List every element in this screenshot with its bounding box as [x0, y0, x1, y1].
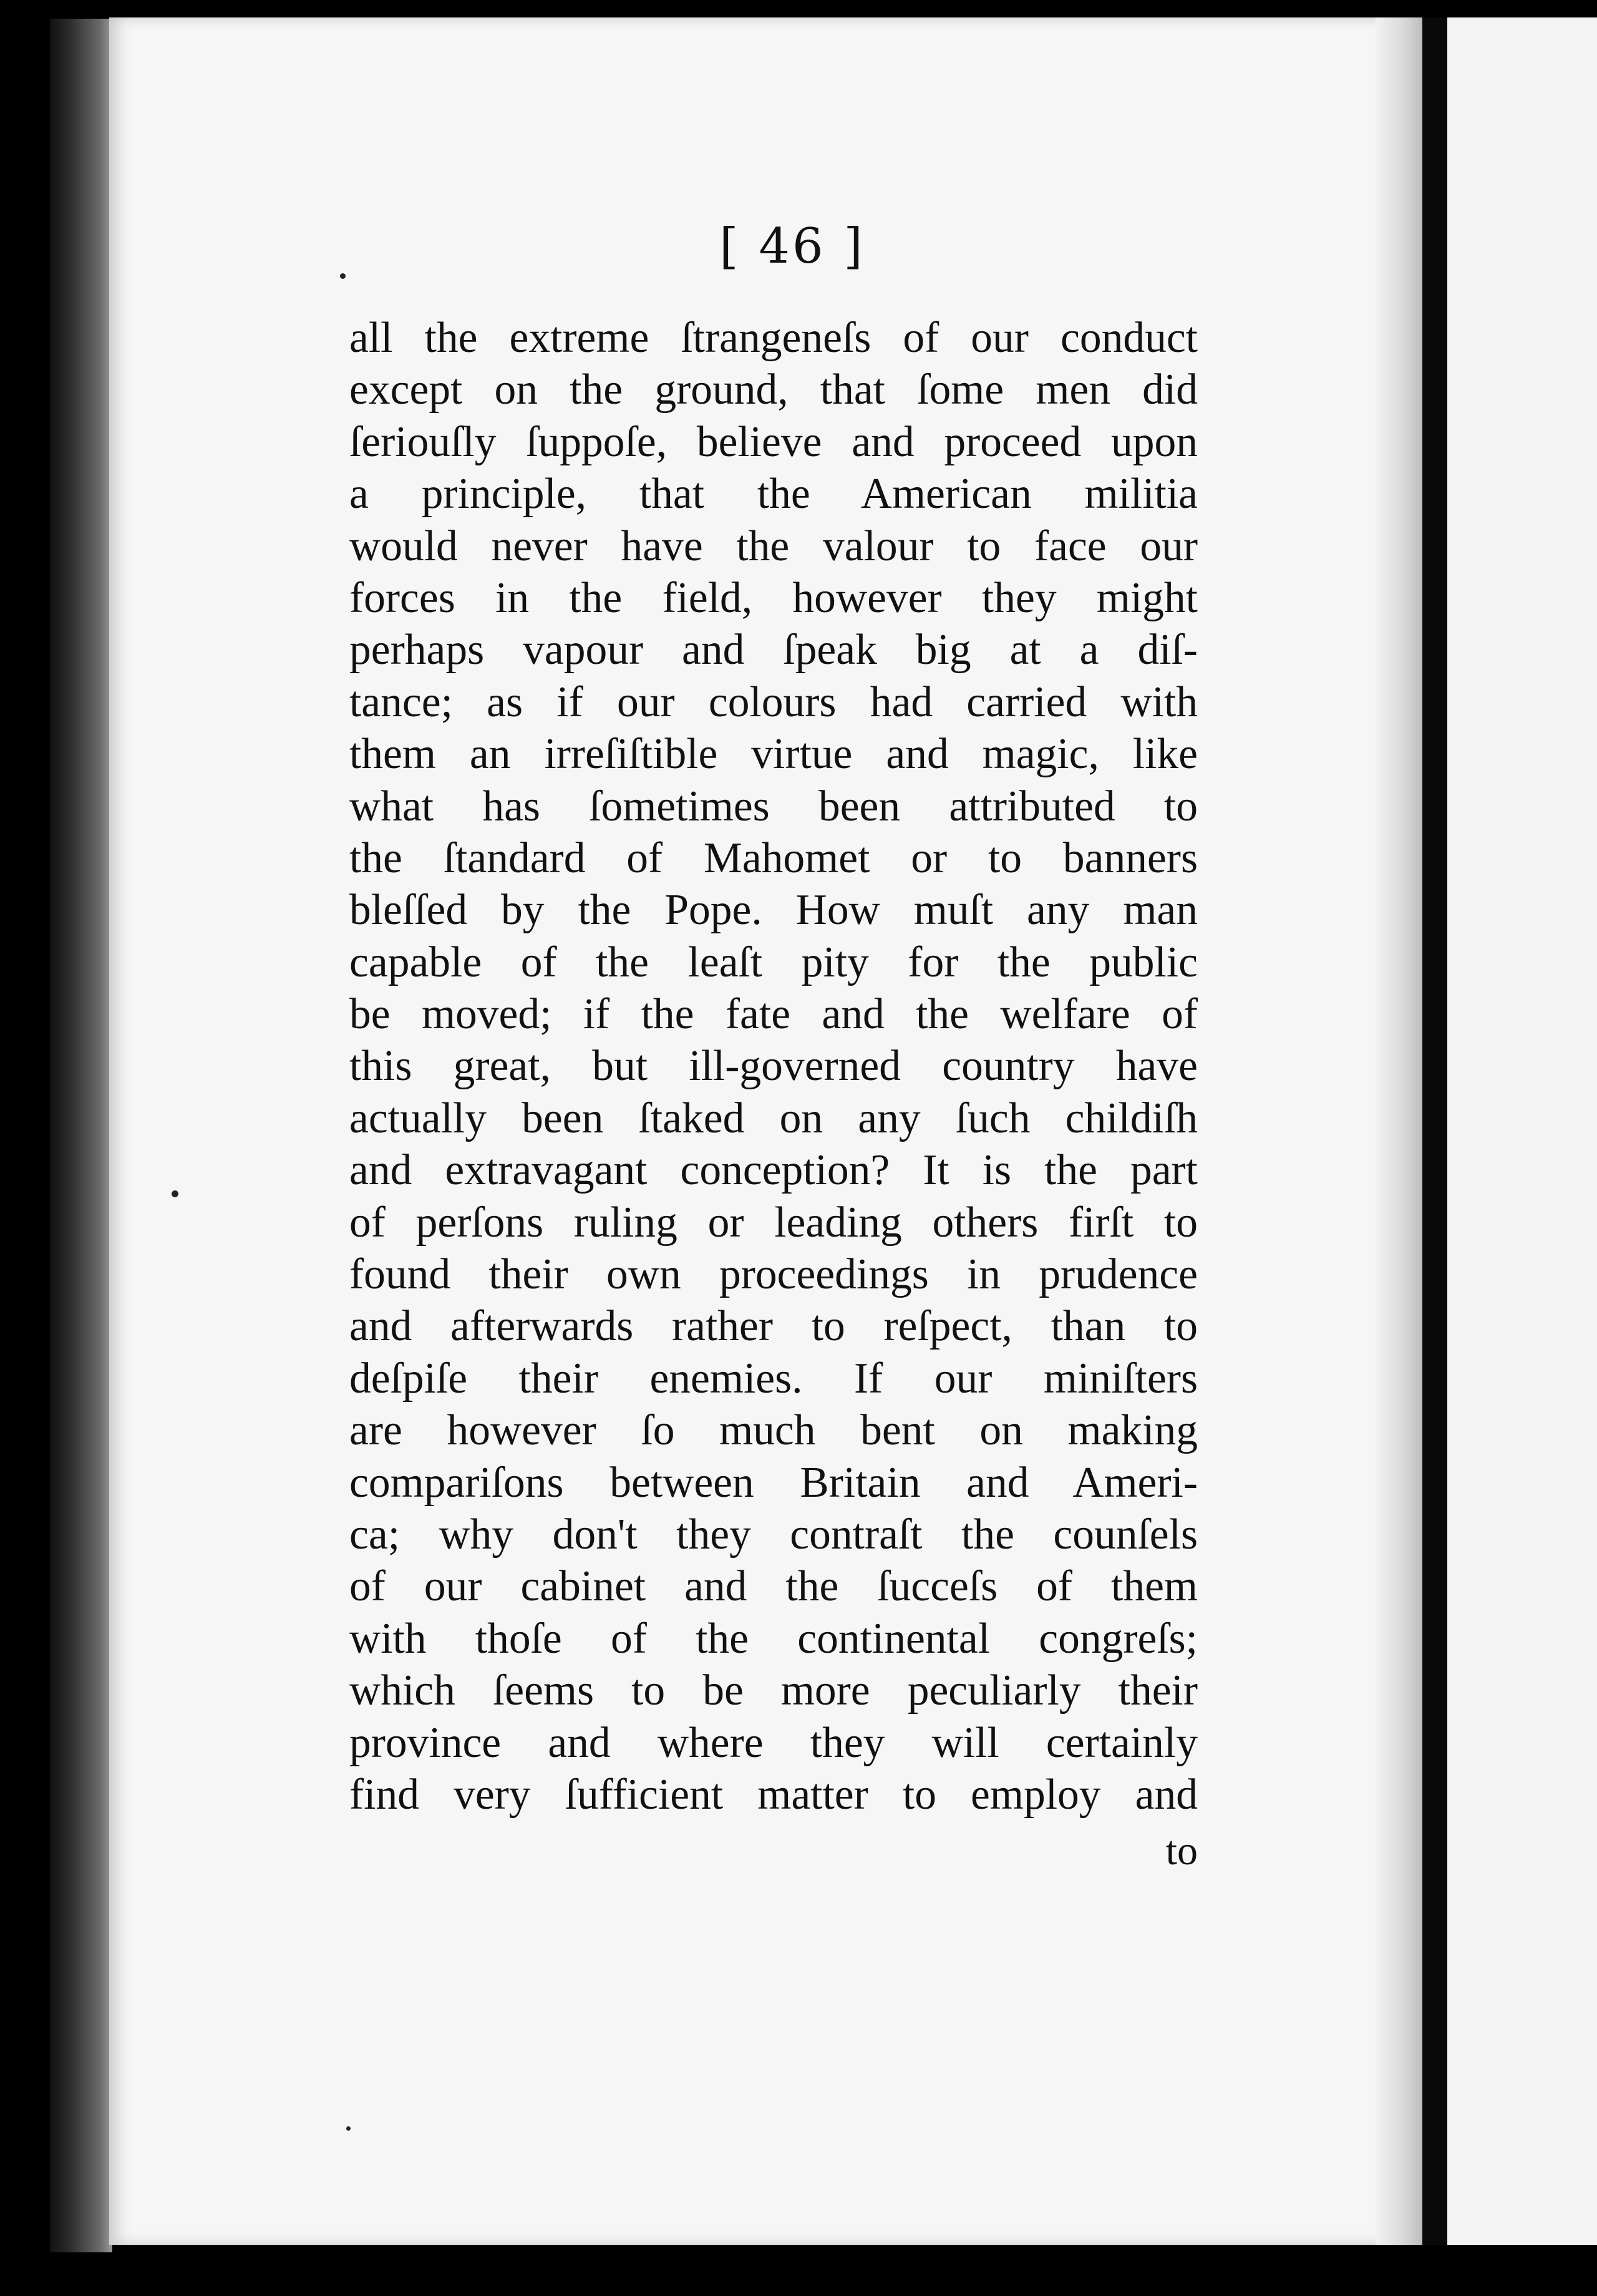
text-line: what has ſometimes been attributed to	[349, 782, 1198, 830]
text-line: tance; as if our colours had carried with	[349, 678, 1198, 726]
text-line: and afterwards rather to reſpect, than to	[349, 1302, 1198, 1351]
text-line: province and where they will certainly	[349, 1718, 1198, 1767]
text-line: capable of the leaſt pity for the public	[349, 938, 1198, 986]
text-line: would never have the valour to face our	[349, 522, 1198, 570]
text-line: bleſſed by the Pope. How muſt any man	[349, 886, 1198, 935]
text-line: a principle, that the American militia	[349, 470, 1198, 518]
text-line: of perſons ruling or leading others firſt to	[349, 1198, 1198, 1247]
text-line: find very ſufficient matter to employ and	[349, 1770, 1198, 1819]
ink-speck	[346, 2126, 351, 2131]
ink-speck	[340, 273, 346, 279]
text-line: are however ſo much bent on making	[349, 1406, 1198, 1455]
body-text	[349, 312, 1198, 1821]
facing-page-edge	[1447, 17, 1597, 2245]
text-line: ſeriouſly ſuppoſe, believe and proceed upon	[349, 417, 1198, 466]
text-line: with thoſe of the continental congreſs;	[349, 1614, 1198, 1663]
text-line: ca; why don't they contraſt the counſels	[349, 1510, 1198, 1559]
gutter	[1422, 17, 1447, 2245]
ink-speck	[172, 1190, 178, 1197]
text-line: and extravagant conception? It is the part	[349, 1146, 1198, 1195]
text-line: this great, but ill-governed country have	[349, 1042, 1198, 1091]
text-line: found their own proceedings in prudence	[349, 1250, 1198, 1299]
text-line: of our cabinet and the ſucceſs of them	[349, 1562, 1198, 1611]
text-line: them an irreſiſtible virtue and magic, like	[349, 730, 1198, 779]
text-line: deſpiſe their enemies. If our miniſters	[349, 1354, 1198, 1403]
text-line: forces in the field, however they might	[349, 573, 1198, 622]
text-line: actually been ſtaked on any ſuch childiſh	[349, 1094, 1198, 1142]
text-line: compariſons between Britain and Ameri-	[349, 1458, 1198, 1507]
text-line: the ſtandard of Mahomet or to banners	[349, 834, 1198, 882]
text-line: perhaps vapour and ſpeak big at a diſ-	[349, 626, 1198, 674]
text-line: which ſeems to be more peculiarly their	[349, 1666, 1198, 1715]
catchword: to	[1165, 1828, 1198, 1874]
text-line: except on the ground, that ſome men did	[349, 366, 1198, 414]
text-line: be moved; if the fate and the welfare of	[349, 990, 1198, 1039]
book-spine-left	[50, 19, 112, 2252]
page-number: [ 46 ]	[719, 218, 865, 275]
page-edge-shadow	[1376, 17, 1422, 2245]
text-line: all the extreme ſtrangeneſs of our conduct	[349, 314, 1198, 362]
